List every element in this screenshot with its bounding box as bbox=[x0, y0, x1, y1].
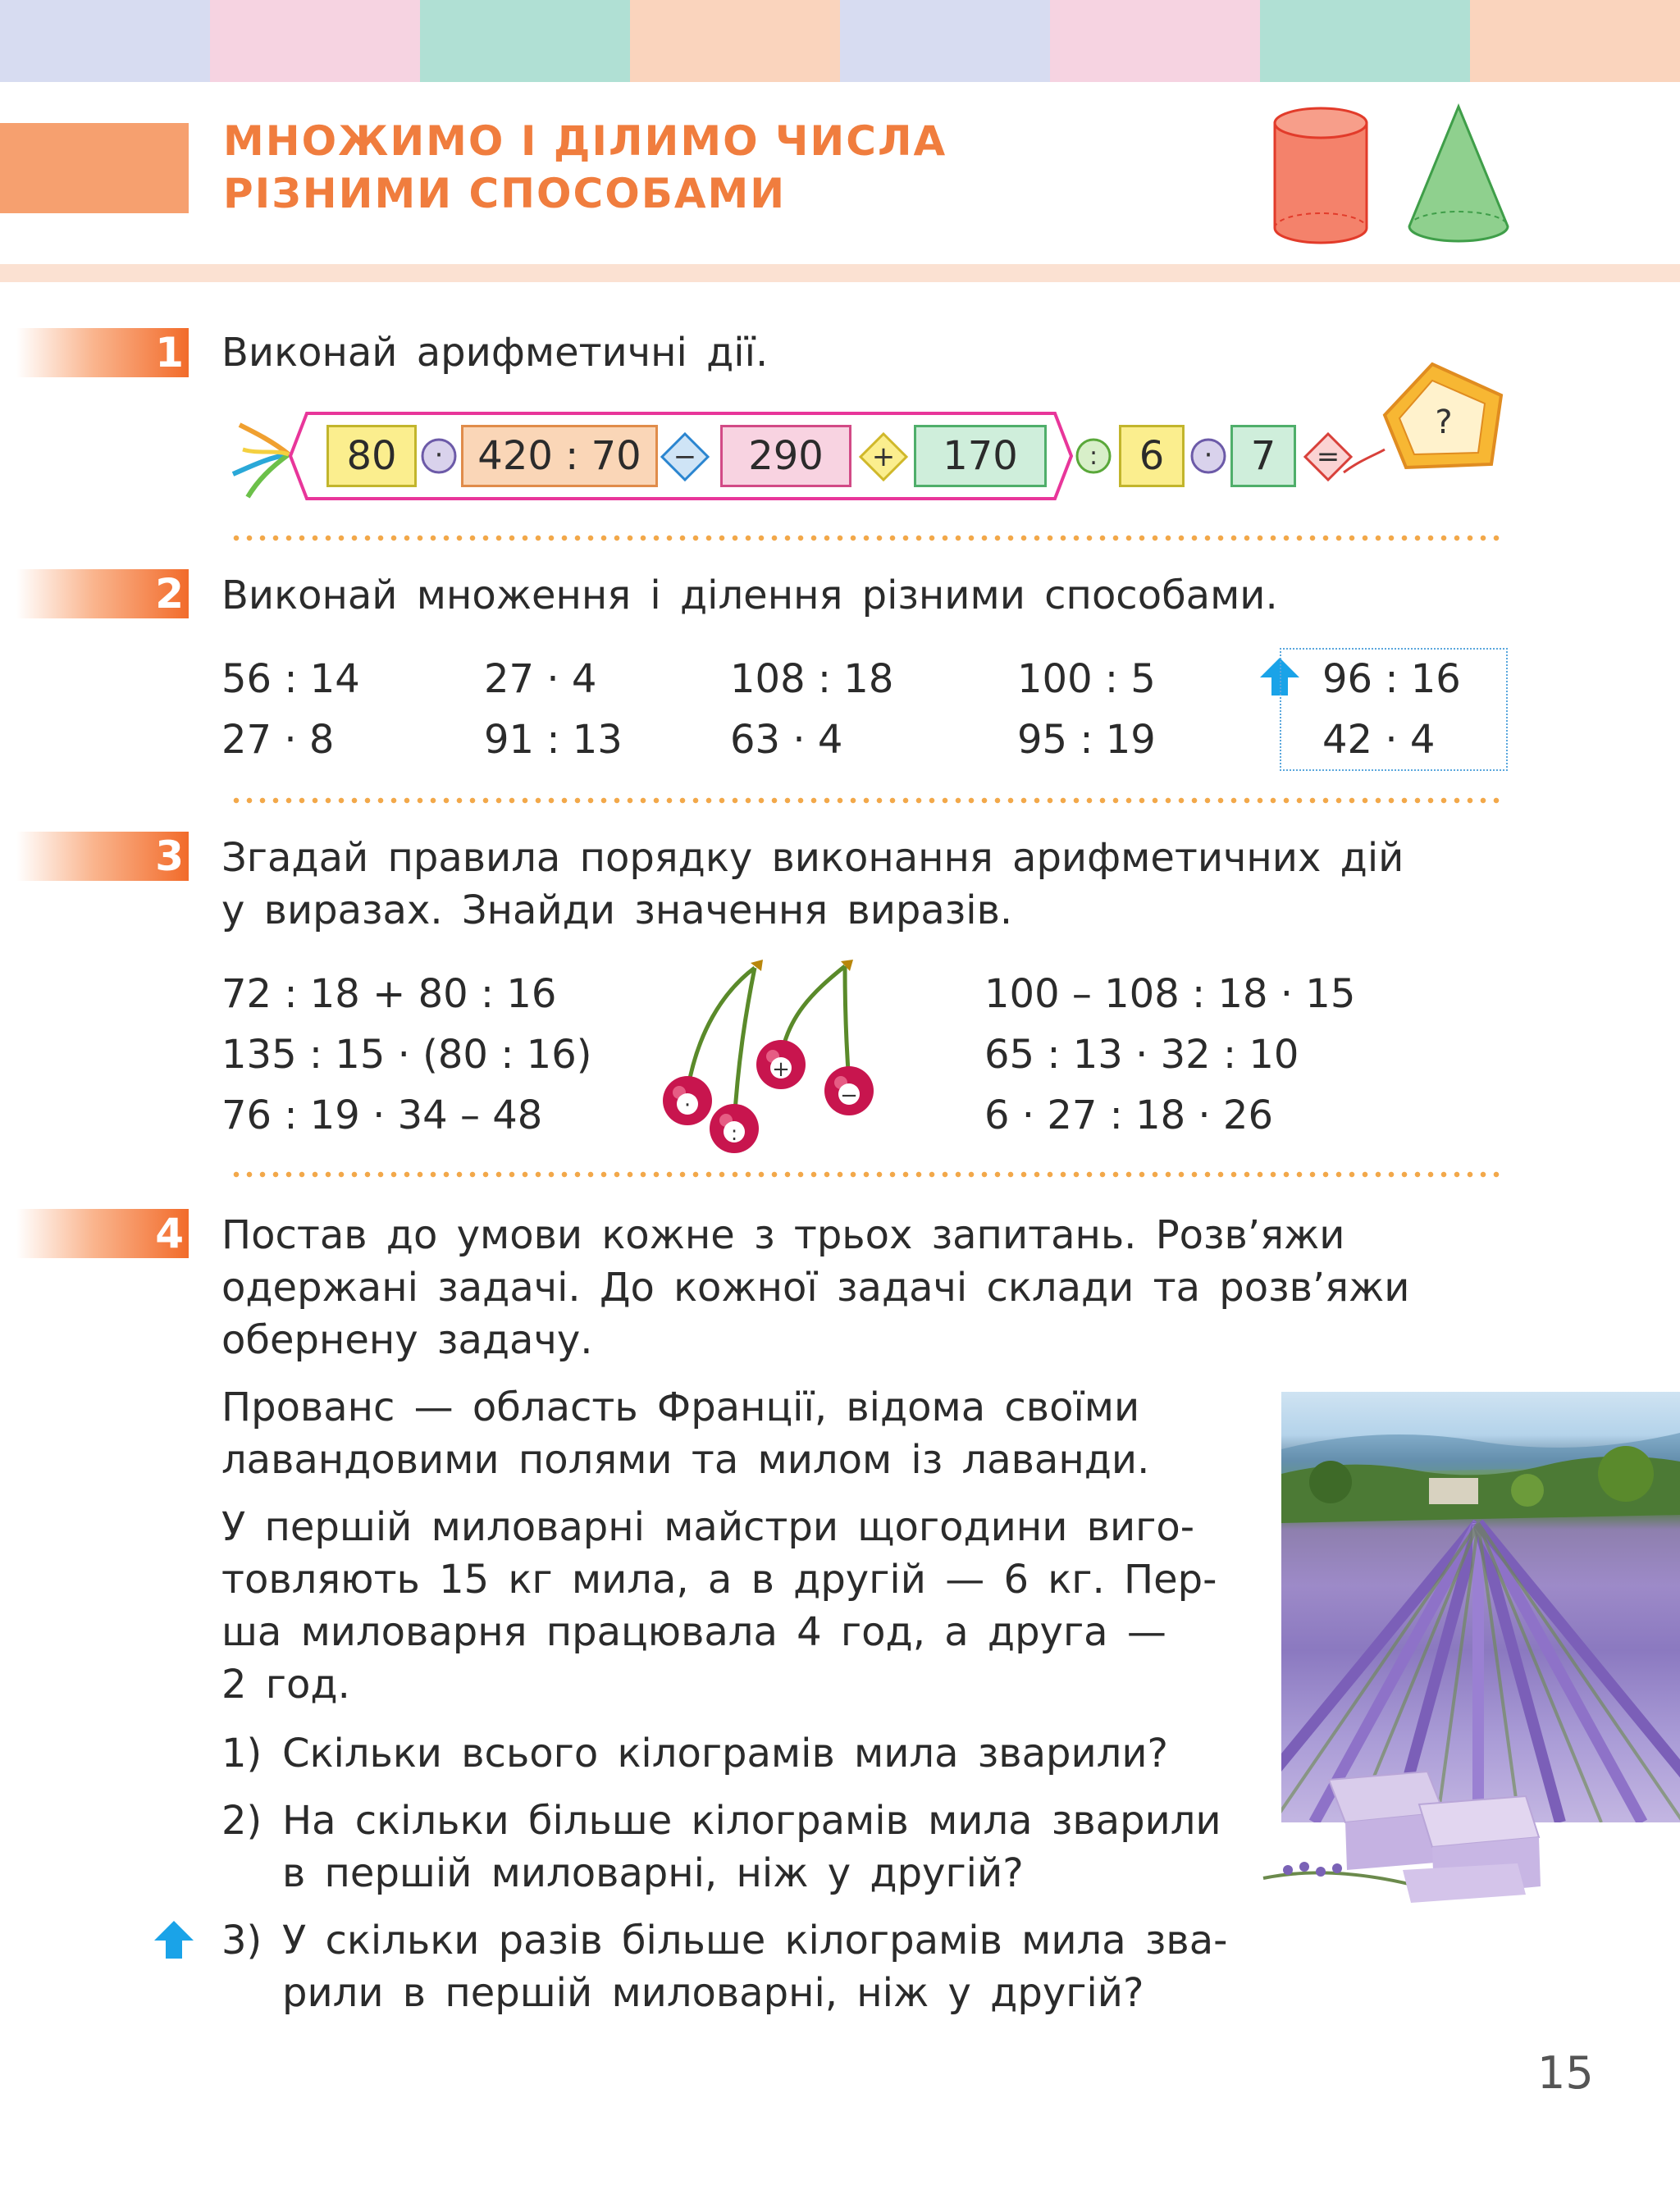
expr-108-18: 108 : 18 bbox=[730, 656, 894, 702]
expr-42-4: 42 · 4 bbox=[1322, 717, 1436, 763]
header-divider bbox=[0, 264, 1680, 282]
problem-line-1: У першій миловарні майстри щогодини виго- bbox=[221, 1504, 1195, 1550]
strip-segment-0 bbox=[0, 0, 210, 82]
expr-56-14: 56 : 14 bbox=[221, 656, 360, 702]
op-equals: = bbox=[1316, 440, 1340, 473]
page-title bbox=[223, 115, 947, 220]
expr-left-1: 72 : 18 + 80 : 16 bbox=[221, 971, 557, 1017]
fact-line-2: лавандовими полями та милом із лаванди. bbox=[221, 1437, 1150, 1483]
chain-box-170: 170 bbox=[914, 425, 1047, 487]
cherry-sign-minus: − bbox=[840, 1083, 858, 1108]
chain-box-7: 7 bbox=[1230, 425, 1296, 487]
expr-right-2: 65 : 13 · 32 : 10 bbox=[984, 1032, 1299, 1078]
cone-icon bbox=[1404, 102, 1513, 246]
page-title-line-2: РІЗНИМИ СПОСОБАМИ bbox=[223, 170, 787, 217]
expr-91-13: 91 : 13 bbox=[484, 717, 623, 763]
multiply-circle-icon-2 bbox=[1189, 437, 1227, 475]
problem-line-3: ша миловарня працювала 4 год, а друга — bbox=[221, 1609, 1166, 1655]
cherry-sign-plus: + bbox=[772, 1057, 790, 1082]
cherry-sign-multiply: · bbox=[683, 1093, 692, 1118]
minus-diamond-icon bbox=[660, 431, 710, 482]
lavender-soap-icon bbox=[1255, 1747, 1559, 1911]
strip-segment-2 bbox=[420, 0, 630, 82]
task-4-number: 4 bbox=[155, 1210, 184, 1257]
task-3-marker bbox=[16, 832, 189, 881]
task-2-text: Виконай множення і ділення різними способами. bbox=[221, 572, 1278, 618]
expr-right-3: 6 · 27 : 18 · 26 bbox=[984, 1092, 1274, 1138]
op-multiply: · bbox=[434, 439, 444, 472]
expr-27-4: 27 · 4 bbox=[484, 656, 597, 702]
plus-diamond-icon bbox=[858, 431, 909, 482]
question-3-num: 3) bbox=[221, 1918, 262, 1963]
task-4-intro-line-3: обернену задачу. bbox=[221, 1317, 593, 1363]
dotted-divider-1 bbox=[230, 535, 1501, 541]
op-plus: + bbox=[871, 440, 896, 473]
dotted-divider-3 bbox=[230, 1171, 1501, 1178]
task-4-intro-line-1: Постав до умови кожне з трьох запитань. Розв’яжи bbox=[221, 1212, 1345, 1258]
task-2-marker bbox=[16, 569, 189, 618]
op-divide: : bbox=[1089, 442, 1098, 471]
strip-segment-7 bbox=[1470, 0, 1680, 82]
chain-box-80: 80 bbox=[326, 425, 417, 487]
multiply-circle-icon bbox=[420, 437, 458, 475]
page-number: 15 bbox=[1537, 2047, 1594, 2099]
chain-box-420-70: 420 : 70 bbox=[461, 425, 658, 487]
expr-63-4: 63 · 4 bbox=[730, 717, 843, 763]
problem-line-4: 2 год. bbox=[221, 1662, 350, 1708]
task-3-number: 3 bbox=[155, 832, 184, 880]
task-1-number: 1 bbox=[155, 329, 184, 376]
strip-segment-3 bbox=[630, 0, 840, 82]
strip-segment-1 bbox=[210, 0, 420, 82]
expr-left-3: 76 : 19 · 34 – 48 bbox=[221, 1092, 543, 1138]
task-3-text-line-1: Згадай правила порядку виконання арифметичних дій bbox=[221, 835, 1404, 881]
cherry-sign-divide: : bbox=[730, 1122, 738, 1145]
question-2-line-2: в першій миловарні, ніж у другій? bbox=[282, 1850, 1024, 1896]
cherries-icon bbox=[640, 960, 902, 1156]
kite-question: ? bbox=[1435, 404, 1453, 441]
dotted-divider-2 bbox=[230, 797, 1501, 804]
expr-27-8: 27 · 8 bbox=[221, 717, 335, 763]
question-3-line-1: У скільки разів більше кілограмів мила зва- bbox=[282, 1918, 1228, 1963]
title-accent-bar bbox=[0, 123, 189, 213]
task-2-number: 2 bbox=[155, 570, 184, 618]
strip-segment-5 bbox=[1050, 0, 1260, 82]
chain-box-290: 290 bbox=[720, 425, 851, 487]
question-1-num: 1) bbox=[221, 1731, 262, 1776]
task-1-text: Виконай арифметичні дії. bbox=[221, 330, 769, 376]
task-3-text-line-2: у виразах. Знайди значення виразів. bbox=[221, 887, 1013, 933]
op-minus: − bbox=[673, 440, 697, 473]
question-2-num: 2) bbox=[221, 1798, 262, 1844]
expr-100-5: 100 : 5 bbox=[1017, 656, 1156, 702]
question-3-line-2: рили в першій миловарні, ніж у другій? bbox=[282, 1970, 1144, 2016]
expr-left-2: 135 : 15 · (80 : 16) bbox=[221, 1032, 592, 1078]
expr-right-1: 100 – 108 : 18 · 15 bbox=[984, 971, 1356, 1017]
chain-box-6: 6 bbox=[1119, 425, 1185, 487]
cylinder-icon bbox=[1270, 105, 1372, 246]
divide-circle-icon bbox=[1075, 437, 1112, 475]
task-4-intro-line-2: одержані задачі. До кожної задачі склади та розв’яжи bbox=[221, 1265, 1410, 1311]
task-1-marker bbox=[16, 328, 189, 377]
fact-line-1: Прованс — область Франції, відома своїми bbox=[221, 1384, 1140, 1430]
advanced-arrow-icon-2 bbox=[153, 1919, 195, 1960]
expr-95-19: 95 : 19 bbox=[1017, 717, 1156, 763]
strip-segment-6 bbox=[1260, 0, 1470, 82]
question-2-line-1: На скільки більше кілограмів мила зварили bbox=[282, 1798, 1221, 1844]
strip-segment-4 bbox=[840, 0, 1050, 82]
question-1-line-1: Скільки всього кілограмів мила зварили? bbox=[282, 1731, 1169, 1776]
top-color-strip bbox=[0, 0, 1680, 82]
op-multiply-2: · bbox=[1203, 439, 1213, 472]
page-title-line-1: МНОЖИМО І ДІЛИМО ЧИСЛА bbox=[223, 117, 947, 165]
task-4-marker bbox=[16, 1209, 189, 1258]
expr-96-16: 96 : 16 bbox=[1322, 656, 1461, 702]
problem-line-2: товляють 15 кг мила, а в другій — 6 кг. Пер- bbox=[221, 1557, 1217, 1603]
kite-icon bbox=[1327, 358, 1509, 489]
